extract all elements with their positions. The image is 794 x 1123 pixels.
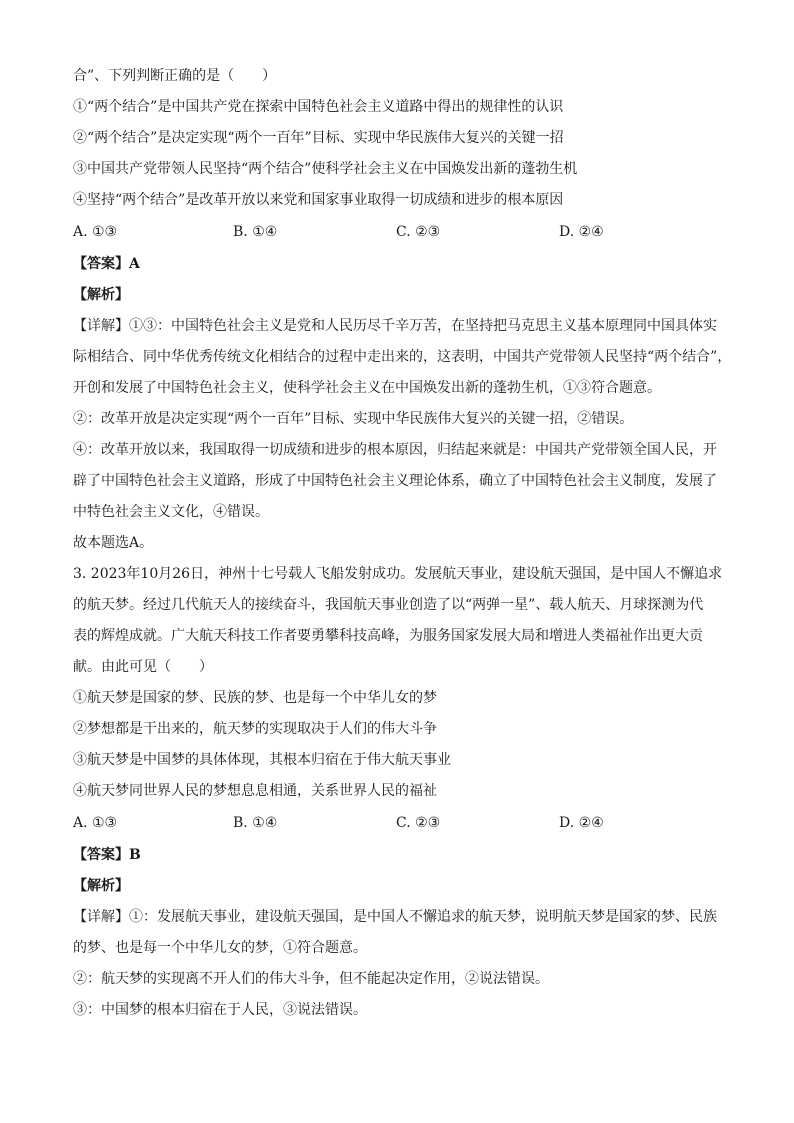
q3-stem-1: 3. 2023年10月26日，神州十七号载人飞船发射成功。发展航天事业，建设航天强国，是中国人不懈追求	[73, 566, 723, 582]
q2-analysis-label: 【解析】	[73, 287, 129, 303]
q3-option-a: A. ①③	[73, 815, 118, 831]
q3-detail-4: ③：中国梦的根本归宿在于人民，③说法错误。	[73, 1002, 367, 1018]
q3-statement-4: ④航天梦同世界人民的梦想息息相通，关系世界人民的福祉	[73, 783, 437, 799]
q2-detail-4: ②：改革开放是决定实现“两个一百年”目标、实现中华民族伟大复兴的关键一招，②错误。	[73, 411, 634, 427]
q2-option-a: A. ①③	[73, 224, 118, 240]
q3-detail-2: 的梦、也是每一个中华儿女的梦，①符合题意。	[73, 940, 367, 956]
q2-conclusion: 故本题选A。	[73, 535, 154, 551]
q3-statement-3: ③航天梦是中国梦的具体体现，其根本归宿在于伟大航天事业	[73, 752, 451, 768]
q2-option-d: D. ②④	[559, 224, 604, 240]
q2-stem: 合”、下列判断正确的是（ ）	[73, 68, 277, 84]
q3-statement-2: ②梦想都是干出来的，航天梦的实现取决于人们的伟大斗争	[73, 721, 437, 737]
q3-option-c: C. ②③	[396, 815, 441, 831]
q2-detail-3: 开创和发展了中国特色社会主义，使科学社会主义在中国焕发出新的蓬勃生机，①③符合题意。	[73, 380, 661, 396]
q3-detail-3: ②：航天梦的实现离不开人们的伟大斗争，但不能起决定作用，②说法错误。	[73, 971, 549, 987]
q3-option-b: B. ①④	[233, 815, 278, 831]
q2-statement-2: ②“两个结合”是决定实现“两个一百年”目标、实现中华民族伟大复兴的关键一招	[73, 130, 564, 146]
q2-answer: 【答案】A	[73, 256, 140, 272]
q2-detail-5: ④：改革开放以来，我国取得一切成绩和进步的根本原因，归结起来就是：中国共产党带领全国人民，开	[73, 442, 717, 458]
q2-detail-6: 辟了中国特色社会主义道路，形成了中国特色社会主义理论体系，确立了中国特色社会主义制度，发展了	[73, 473, 717, 489]
q3-option-d: D. ②④	[559, 815, 604, 831]
q2-option-b: B. ①④	[233, 224, 278, 240]
q3-stem-3: 表的辉煌成就。广大航天科技工作者要勇攀科技高峰，为服务国家发展大局和增进人类福祉作出更大贡	[73, 628, 703, 644]
q3-detail-1: 【详解】①：发展航天事业，建设航天强国，是中国人不懈追求的航天梦，说明航天梦是国家的梦、民族	[73, 909, 717, 925]
q2-detail-2: 际相结合、同中华优秀传统文化相结合的过程中走出来的，这表明，中国共产党带领人民坚持“两个结合”，	[73, 349, 732, 365]
q2-statement-3: ③中国共产党带领人民坚持“两个结合”使科学社会主义在中国焕发出新的蓬勃生机	[73, 161, 578, 177]
q2-detail-1: 【详解】①③：中国特色社会主义是党和人民历尽千辛万苦，在坚持把马克思主义基本原理同中国具体实	[73, 318, 717, 334]
q2-options	[73, 222, 725, 242]
q3-stem-2: 的航天梦。经过几代航天人的接续奋斗，我国航天事业创造了以“两弹一星”、载人航天、月球探测为代	[73, 597, 704, 613]
q3-statement-1: ①航天梦是国家的梦、民族的梦、也是每一个中华儿女的梦	[73, 690, 437, 706]
q2-statement-4: ④坚持“两个结合”是改革开放以来党和国家事业取得一切成绩和进步的根本原因	[73, 192, 564, 208]
q3-analysis-label: 【解析】	[73, 878, 129, 894]
q3-options	[73, 813, 725, 833]
q3-stem-4: 献。由此可见（ ）	[73, 659, 213, 675]
q2-statement-1: ①“两个结合”是中国共产党在探索中国特色社会主义道路中得出的规律性的认识	[73, 99, 564, 115]
q2-option-c: C. ②③	[396, 224, 441, 240]
q3-answer: 【答案】B	[73, 847, 141, 863]
q2-detail-7: 中特色社会主义文化，④错误。	[73, 504, 269, 520]
